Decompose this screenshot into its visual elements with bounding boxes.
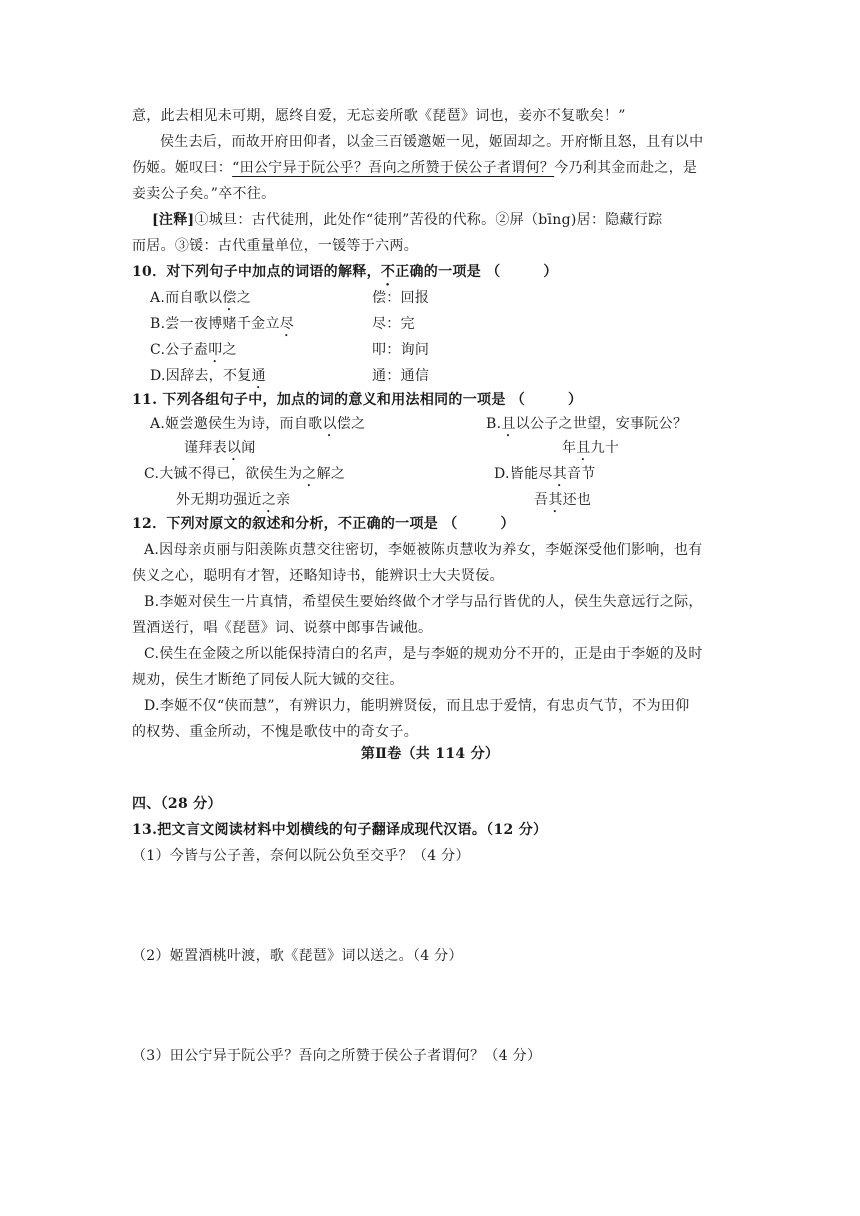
q12-c-line-2: 规劝，侯生才断绝了同佞人阮大铖的交往。 xyxy=(132,672,404,688)
q11-c2-dotted: 之 xyxy=(261,492,277,508)
q10-a-text-post: 之 xyxy=(236,290,251,306)
passage-line-2: 侯生去后，而故开府田仰者，以金三百锾邀姬一见，姬固却之。开府惭且怒，且有以中 xyxy=(160,134,704,150)
notes-label: [注释] xyxy=(152,212,195,228)
q11-a-line-1 xyxy=(150,414,365,440)
q10-option-a xyxy=(150,288,251,314)
notes-line-1 xyxy=(152,210,662,230)
q11-b1-dotted: 且 xyxy=(501,416,516,432)
q12-d-line-2: 的权势、重金所动，不愧是歌伎中的奇女子。 xyxy=(132,724,418,740)
q11-d2-dotted: 其 xyxy=(548,492,563,508)
q10-option-b-gloss: 尽：完 xyxy=(372,316,415,332)
q10-b-dotted: 尽 xyxy=(279,316,295,332)
q12-c-line-1: C.侯生在金陵之所以能保持清白的名声，是与李姬的规劝分不开的，正是由于李姬的及时 xyxy=(144,646,703,662)
q13-item-3: （3）田公宁异于阮公乎？吾向之所赞于侯公子者谓何？（4 分） xyxy=(132,1048,542,1064)
passage-line-3-head: 伤姬。姬叹曰： xyxy=(132,160,233,176)
notes-line-2: 而居。③锾：古代重量单位，一锾等于六两。 xyxy=(132,238,418,254)
q11-b2-text-post: 九十 xyxy=(590,440,620,456)
q12-a-line-2: 侠义之心，聪明有才智，还略知诗书，能辨识士大夫贤佞。 xyxy=(132,568,504,584)
q11-d1-dotted: 其 xyxy=(552,466,567,482)
q10-a-dotted: 偿 xyxy=(222,290,237,306)
q11-b2-dotted: 且 xyxy=(576,440,591,456)
q10-a-text: A.而自歌以 xyxy=(150,290,223,306)
passage-line-4: 妾卖公子矣。”卒不往。 xyxy=(132,186,276,202)
passage-line-3-tail: 今乃利其金而赴之，是 xyxy=(554,160,698,176)
passage-line-3 xyxy=(132,158,697,178)
underlined-sentence: “田公宁异于阮公乎？吾向之所赞于侯公子者谓何？ xyxy=(232,160,555,176)
q10-option-b xyxy=(150,314,294,340)
q13-item-2: （2）姬置酒桃叶渡，歌《琵琶》词以送之。（4 分） xyxy=(132,948,463,964)
q10-c-dotted: 叩 xyxy=(208,342,223,358)
notes-text-1: ①城旦：古代徒刑，此处作“徒刑”苦役的代称。②屏（bīng)居：隐藏行踪 xyxy=(194,212,663,228)
q11-c2-text: 外无期功强近 xyxy=(176,492,262,508)
q11-a-line-2 xyxy=(184,438,256,464)
q10-b-text: B.尝一夜博赌千金立 xyxy=(150,316,280,332)
q12-a-line-1: A.因母亲贞丽与阳羡陈贞慧交往密切，李姬被陈贞慧收为养女，李姬深受他们影响，也有 xyxy=(144,542,703,558)
q11-a1-text: A.姬尝邀侯生为诗，而自歌 xyxy=(150,416,323,432)
q10-stem-emphasis: 不 xyxy=(380,264,396,280)
q10-option-d-gloss: 通：通信 xyxy=(372,368,430,384)
q10-option-c xyxy=(150,340,237,366)
q11-c2-text-post: 亲 xyxy=(276,492,291,508)
q10-d-dotted: 通 xyxy=(251,368,266,384)
q11-stem: 11. 下列各组句子中，加点的词的意义和用法相同的一项是 （ ） xyxy=(132,392,583,408)
q10-stem-post: 正确的一项是 （ ） xyxy=(395,264,558,280)
q10-c-text: C.公子盍 xyxy=(150,342,209,358)
q12-b-line-1: B.李姬对侯生一片真情，希望侯生要始终做个才学与品行皆优的人，侯生失意远行之际， xyxy=(144,594,703,610)
part-4-header: 四、（28 分） xyxy=(132,796,222,812)
q10-stem xyxy=(132,262,558,289)
q11-c1-text: C.大铖不得已，欲侯生为 xyxy=(144,466,303,482)
q10-option-c-gloss: 叩：询问 xyxy=(372,342,430,358)
q12-d-line-1: D.李姬不仅“侠而慧”，有辨识力，能明辨贤佞，而且忠于爱情，有忠贞气节，不为田仰 xyxy=(144,698,690,714)
q10-c-text-post: 之 xyxy=(222,342,237,358)
q11-b2-text: 年 xyxy=(562,440,577,456)
q13-stem: 13.把文言文阅读材料中划横线的句子翻译成现代汉语。（12 分） xyxy=(132,822,548,838)
q11-b-line-1 xyxy=(486,414,687,440)
q11-a1-text-post: 偿之 xyxy=(336,416,366,432)
passage-line-1: 意，此去相见未可期，愿终自爱，无忘妾所歌《琵琶》词也，妾亦不复歌矣！” xyxy=(132,108,626,124)
section-2-title: 第Ⅱ卷（共 114 分） xyxy=(360,746,500,762)
q10-option-d xyxy=(150,366,266,392)
q11-d2-text-post: 还也 xyxy=(562,492,592,508)
q11-d1-text: D.皆能尽 xyxy=(494,466,553,482)
q11-a2-dotted: 以 xyxy=(226,440,242,456)
q12-stem: 12．下列对原文的叙述和分析，不正确的一项是 （ ） xyxy=(132,516,515,532)
q10-d-text: D.因辞去，不复 xyxy=(150,368,252,384)
q11-c1-dotted: 之 xyxy=(302,466,317,482)
q10-option-a-gloss: 偿：回报 xyxy=(372,290,430,306)
q11-d1-text-post: 音节 xyxy=(567,466,596,482)
q11-a2-text: 谨拜表 xyxy=(184,440,227,456)
q10-stem-pre: 10．对下列句子中加点的词语的解释， xyxy=(132,264,381,280)
q11-c-line-1 xyxy=(144,464,345,490)
q11-d-line-1 xyxy=(494,464,596,490)
q11-d2-text: 吾 xyxy=(534,492,549,508)
q11-b1-text: B. xyxy=(486,416,502,432)
q11-a2-text-post: 闻 xyxy=(241,440,256,456)
q11-c1-text-post: 解之 xyxy=(316,466,346,482)
q12-b-line-2: 置酒送行，唱《琵琶》词、说蔡中郎事告诫他。 xyxy=(132,620,433,636)
q11-c-line-2 xyxy=(176,490,290,516)
q11-d-line-2 xyxy=(534,490,591,516)
q11-b1-text-post: 以公子之世望，安事阮公？ xyxy=(515,416,688,432)
q11-a1-dotted: 以 xyxy=(322,416,337,432)
q13-item-1: （1）今皆与公子善，奈何以阮公负至交乎？（4 分） xyxy=(132,848,470,864)
q11-b-line-2 xyxy=(562,438,619,464)
